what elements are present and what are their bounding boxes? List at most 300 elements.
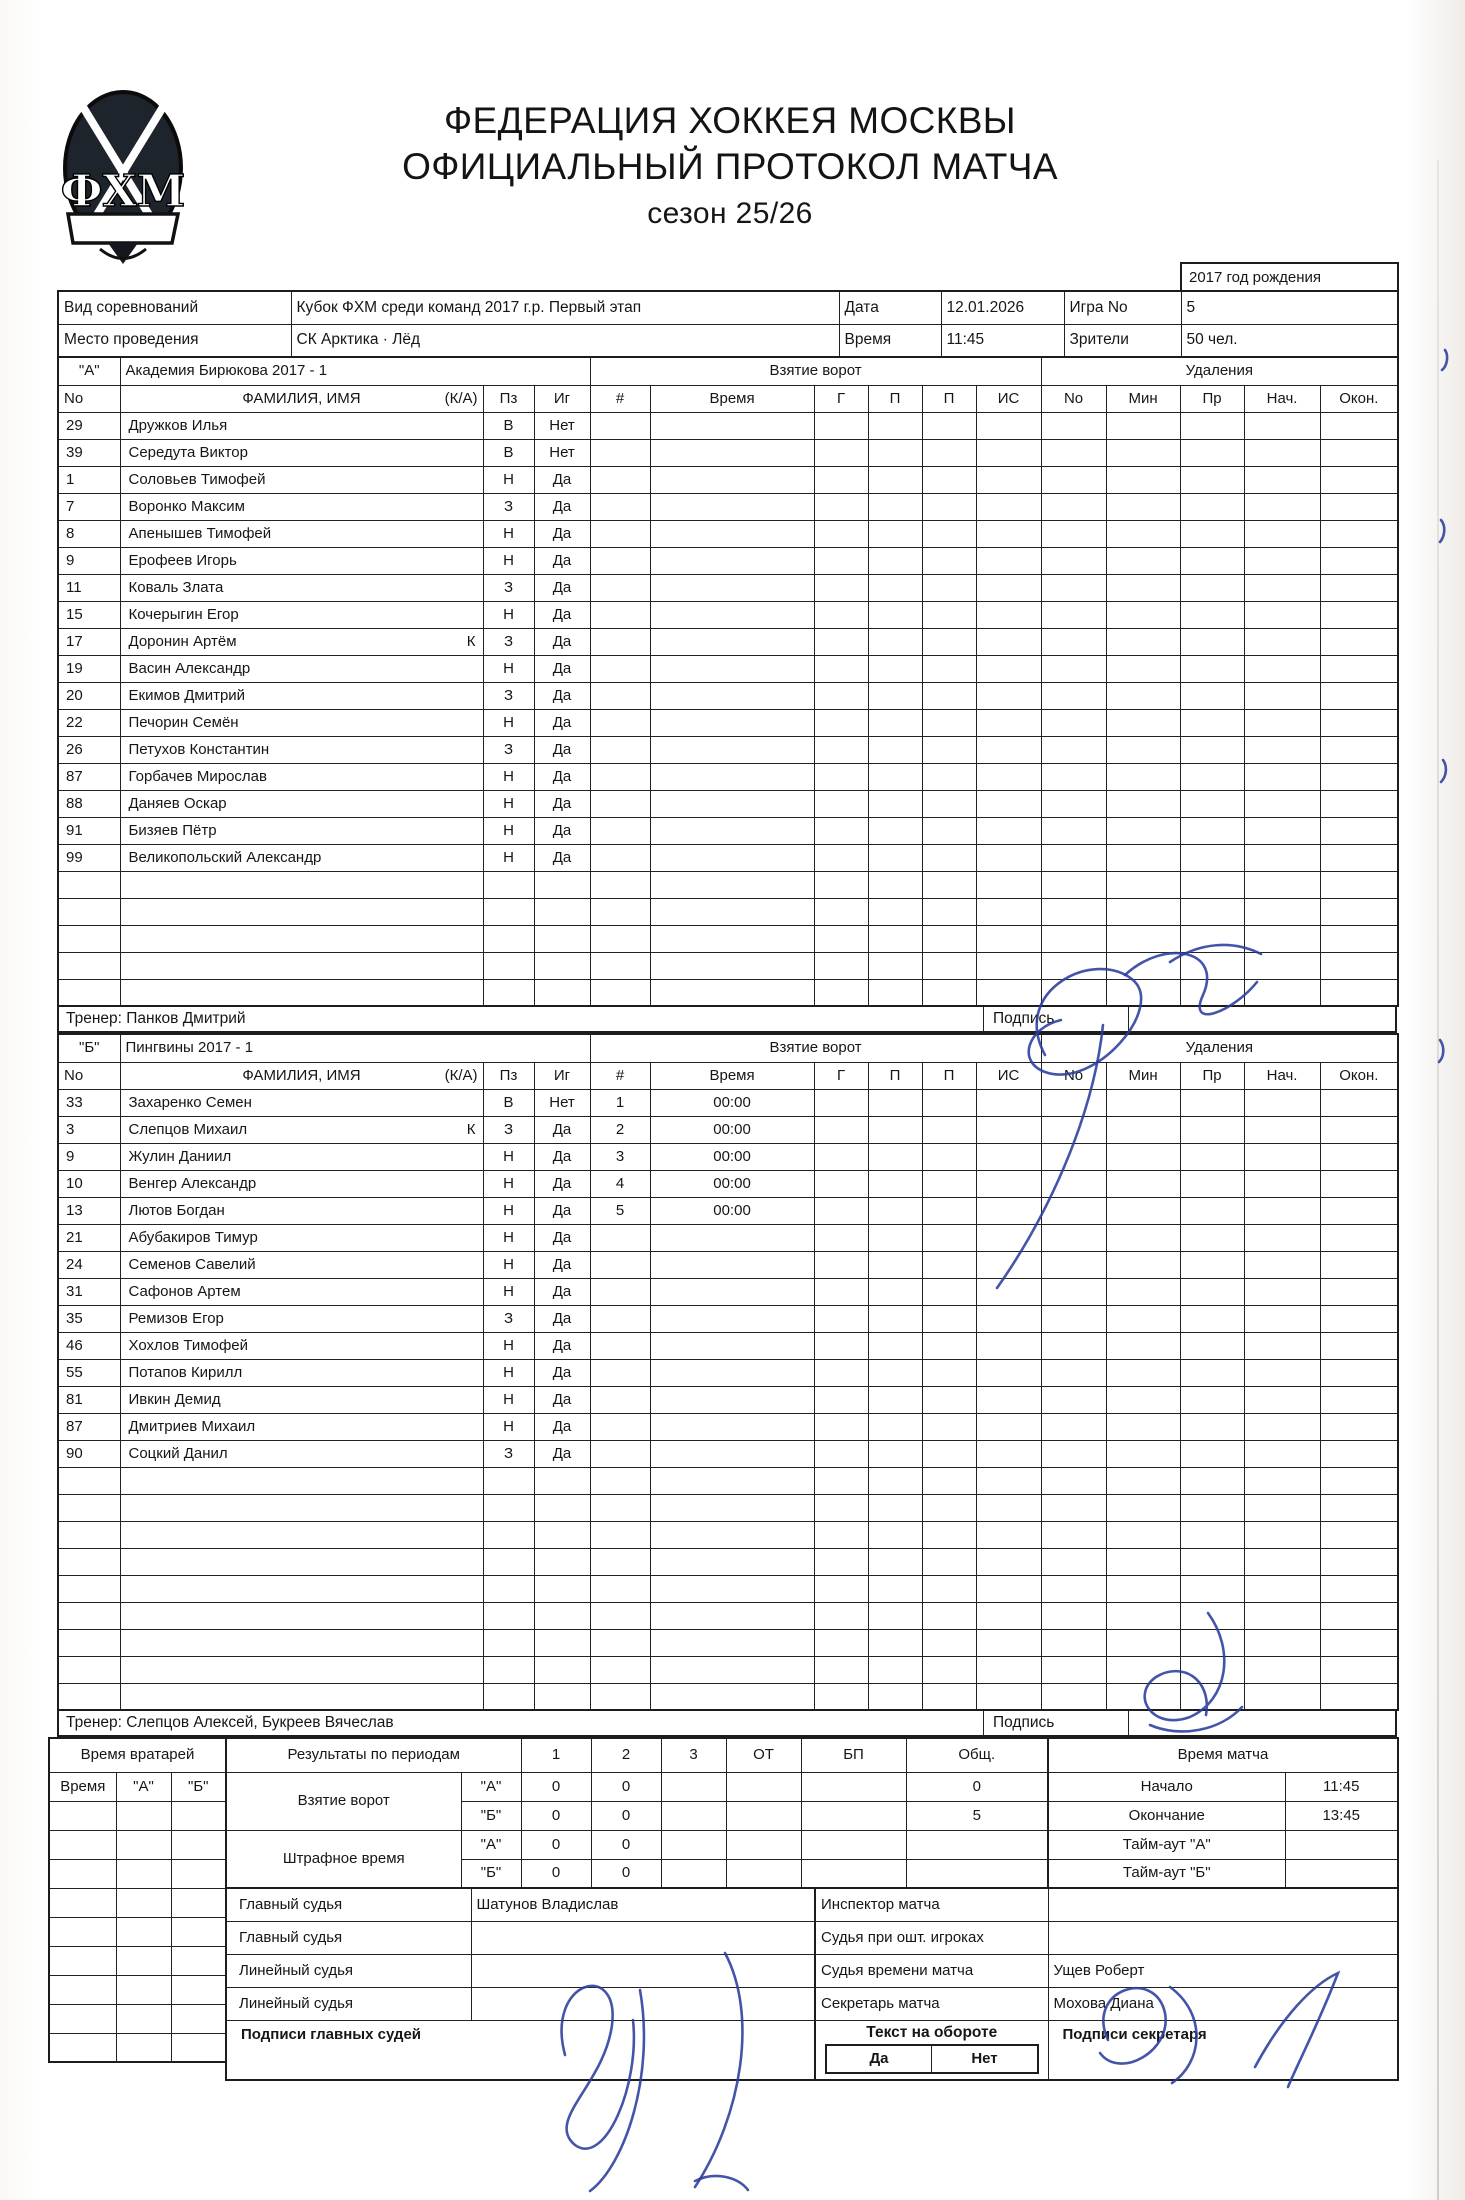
goal-time-cell bbox=[650, 790, 814, 817]
empty-cell bbox=[1180, 1332, 1244, 1359]
head-referee-2-label: Главный судья bbox=[226, 1921, 471, 1954]
col-p1: П bbox=[868, 385, 922, 412]
pen-a-so bbox=[801, 1830, 906, 1859]
empty-cell bbox=[868, 1251, 922, 1278]
empty-cell bbox=[922, 1440, 976, 1467]
empty-cell bbox=[1180, 1386, 1244, 1413]
empty-cell bbox=[868, 1359, 922, 1386]
goal-number-cell bbox=[590, 574, 650, 601]
empty-cell bbox=[922, 1278, 976, 1305]
col-pen-end: Окон. bbox=[1320, 1062, 1398, 1089]
empty-cell bbox=[976, 763, 1041, 790]
empty-cell bbox=[1106, 466, 1180, 493]
player-played-flag: Да bbox=[534, 1305, 590, 1332]
empty-cell bbox=[976, 547, 1041, 574]
pen-a-ot bbox=[726, 1830, 801, 1859]
empty-cell bbox=[868, 1386, 922, 1413]
player-position: З bbox=[483, 574, 534, 601]
player-played-flag: Да bbox=[534, 817, 590, 844]
goals-b-ot bbox=[726, 1801, 801, 1830]
col-pen-pr: Пр bbox=[1180, 385, 1244, 412]
empty-cell bbox=[976, 520, 1041, 547]
goal-number-cell bbox=[590, 844, 650, 871]
empty-cell bbox=[1180, 1116, 1244, 1143]
empty-cell bbox=[922, 682, 976, 709]
empty-cell bbox=[976, 466, 1041, 493]
goal-number-cell bbox=[590, 547, 650, 574]
goal-number-cell bbox=[590, 655, 650, 682]
empty-cell bbox=[922, 1251, 976, 1278]
empty-cell bbox=[1180, 1224, 1244, 1251]
col-pz: Пз bbox=[483, 385, 534, 412]
col-p2: П bbox=[922, 385, 976, 412]
empty-cell bbox=[814, 709, 868, 736]
venue-value: СК Арктика · Лёд bbox=[291, 324, 839, 357]
periods-label: Результаты по периодам bbox=[226, 1738, 521, 1772]
empty-cell bbox=[1244, 1386, 1320, 1413]
empty-roster-row bbox=[58, 1548, 1398, 1575]
empty-cell bbox=[1244, 1224, 1320, 1251]
player-played-flag: Нет bbox=[534, 1089, 590, 1116]
player-position: Н bbox=[483, 1386, 534, 1413]
empty-cell bbox=[868, 1332, 922, 1359]
empty-cell bbox=[976, 844, 1041, 871]
reverse-text-cell bbox=[815, 2020, 1048, 2080]
player-row bbox=[58, 493, 1398, 520]
empty-cell bbox=[1041, 1251, 1106, 1278]
goal-time-cell bbox=[650, 1440, 814, 1467]
empty-roster-row bbox=[58, 1629, 1398, 1656]
player-position: З bbox=[483, 628, 534, 655]
empty-cell bbox=[1106, 1386, 1180, 1413]
empty-cell bbox=[976, 601, 1041, 628]
col-pen-pr: Пр bbox=[1180, 1062, 1244, 1089]
player-number: 13 bbox=[58, 1197, 120, 1224]
empty-cell bbox=[1106, 439, 1180, 466]
empty-cell bbox=[1041, 493, 1106, 520]
empty-cell bbox=[1180, 1278, 1244, 1305]
empty-cell bbox=[1041, 1359, 1106, 1386]
empty-cell bbox=[1320, 547, 1398, 574]
col-is: ИС bbox=[976, 1062, 1041, 1089]
player-played-flag: Нет bbox=[534, 439, 590, 466]
empty-cell bbox=[814, 1278, 868, 1305]
goal-time-cell: 00:00 bbox=[650, 1170, 814, 1197]
empty-cell bbox=[1244, 709, 1320, 736]
empty-cell bbox=[922, 493, 976, 520]
player-row bbox=[58, 412, 1398, 439]
empty-cell bbox=[868, 1278, 922, 1305]
goal-number-cell: 4 bbox=[590, 1170, 650, 1197]
goalie-col-time: Время bbox=[49, 1772, 116, 1801]
empty-cell bbox=[814, 655, 868, 682]
empty-cell bbox=[868, 1440, 922, 1467]
goal-time-cell bbox=[650, 1332, 814, 1359]
col-is: ИС bbox=[976, 385, 1041, 412]
empty-cell bbox=[1244, 1332, 1320, 1359]
empty-cell bbox=[922, 655, 976, 682]
empty-cell bbox=[1180, 709, 1244, 736]
goal-number-cell: 1 bbox=[590, 1089, 650, 1116]
team-b-name: Пингвины 2017 - 1 bbox=[120, 1034, 590, 1062]
empty-cell bbox=[814, 547, 868, 574]
timekeeper-value: Ущев Роберт bbox=[1048, 1954, 1398, 1987]
empty-cell bbox=[1106, 1305, 1180, 1332]
empty-cell bbox=[976, 1224, 1041, 1251]
empty-cell bbox=[1320, 1251, 1398, 1278]
player-position: З bbox=[483, 1305, 534, 1332]
pen-a-p3 bbox=[661, 1830, 726, 1859]
empty-cell bbox=[1244, 844, 1320, 871]
empty-cell bbox=[1320, 1116, 1398, 1143]
player-name-cell: Ремизов Егор bbox=[120, 1305, 483, 1332]
empty-cell bbox=[976, 628, 1041, 655]
empty-cell bbox=[1180, 574, 1244, 601]
goal-time-cell bbox=[650, 1359, 814, 1386]
empty-cell bbox=[922, 1386, 976, 1413]
pen-b-team: "Б" bbox=[461, 1859, 521, 1888]
player-played-flag: Да bbox=[534, 628, 590, 655]
season-subtitle: сезон 25/26 bbox=[647, 197, 813, 230]
empty-cell bbox=[868, 817, 922, 844]
goal-number-cell bbox=[590, 1278, 650, 1305]
empty-cell bbox=[976, 790, 1041, 817]
reverse-text-no: Нет bbox=[932, 2045, 1038, 2073]
empty-cell bbox=[1320, 763, 1398, 790]
goals-a-so bbox=[801, 1772, 906, 1801]
player-played-flag: Да bbox=[534, 493, 590, 520]
empty-cell bbox=[976, 1305, 1041, 1332]
date-value: 12.01.2026 bbox=[941, 291, 1064, 324]
time-label: Время bbox=[839, 324, 941, 357]
empty-cell bbox=[868, 1143, 922, 1170]
secretary-value: Мохова Диана bbox=[1048, 1987, 1398, 2020]
player-position: Н bbox=[483, 1413, 534, 1440]
empty-cell bbox=[1244, 790, 1320, 817]
player-position: Н bbox=[483, 1251, 534, 1278]
empty-cell bbox=[1320, 736, 1398, 763]
empty-cell bbox=[1320, 790, 1398, 817]
goal-number-cell bbox=[590, 736, 650, 763]
empty-cell bbox=[976, 1116, 1041, 1143]
pen-b-p3 bbox=[661, 1859, 726, 1888]
timeout-b-label: Тайм-аут "Б" bbox=[1048, 1859, 1285, 1888]
empty-cell bbox=[1180, 655, 1244, 682]
goals-b-so bbox=[801, 1801, 906, 1830]
goal-time-cell: 00:00 bbox=[650, 1089, 814, 1116]
player-number: 33 bbox=[58, 1089, 120, 1116]
goal-number-cell bbox=[590, 817, 650, 844]
empty-cell bbox=[922, 1143, 976, 1170]
player-number: 31 bbox=[58, 1278, 120, 1305]
pen-b-p1: 0 bbox=[521, 1859, 591, 1888]
empty-cell bbox=[976, 1440, 1041, 1467]
player-row bbox=[58, 466, 1398, 493]
goal-number-cell bbox=[590, 763, 650, 790]
empty-cell bbox=[922, 520, 976, 547]
empty-cell bbox=[1244, 1197, 1320, 1224]
empty-cell bbox=[1106, 628, 1180, 655]
player-number: 22 bbox=[58, 709, 120, 736]
player-name-cell: Дружков Илья bbox=[120, 412, 483, 439]
empty-cell bbox=[814, 412, 868, 439]
empty-cell bbox=[1106, 1359, 1180, 1386]
empty-cell bbox=[868, 1413, 922, 1440]
empty-cell bbox=[868, 1197, 922, 1224]
empty-cell bbox=[1106, 1224, 1180, 1251]
empty-cell bbox=[1320, 412, 1398, 439]
player-row bbox=[58, 1224, 1398, 1251]
goalie-empty-row bbox=[49, 1830, 226, 1859]
player-position: Н bbox=[483, 763, 534, 790]
col-no: No bbox=[58, 1062, 120, 1089]
player-position: Н bbox=[483, 547, 534, 574]
timeout-b-value bbox=[1285, 1859, 1398, 1888]
game-number-value: 5 bbox=[1181, 291, 1398, 324]
col-pen-end: Окон. bbox=[1320, 385, 1398, 412]
player-name-cell: Великопольский Александр bbox=[120, 844, 483, 871]
empty-roster-row bbox=[58, 1494, 1398, 1521]
empty-cell bbox=[1041, 466, 1106, 493]
empty-cell bbox=[976, 439, 1041, 466]
inspector-label: Инспектор матча bbox=[815, 1888, 1048, 1921]
player-name-cell: Захаренко Семен bbox=[120, 1089, 483, 1116]
player-name-cell: Слепцов Михаил К bbox=[120, 1116, 483, 1143]
goals-a-p1: 0 bbox=[521, 1772, 591, 1801]
empty-cell bbox=[1244, 412, 1320, 439]
player-row bbox=[58, 655, 1398, 682]
captain-mark: К bbox=[466, 632, 476, 650]
birth-year-note: 2017 год рождения bbox=[1189, 268, 1322, 286]
player-position: Н bbox=[483, 817, 534, 844]
col-goal-time: Время bbox=[650, 1062, 814, 1089]
judges-signatures-label: Подписи главных судей bbox=[226, 2020, 815, 2080]
team-b-signature-area bbox=[1129, 1711, 1395, 1735]
player-played-flag: Да bbox=[534, 1386, 590, 1413]
empty-cell bbox=[1041, 1089, 1106, 1116]
player-name-cell: Дмитриев Михаил bbox=[120, 1413, 483, 1440]
player-played-flag: Да bbox=[534, 520, 590, 547]
linesman-2-value bbox=[471, 1987, 815, 2020]
goal-number-cell bbox=[590, 1386, 650, 1413]
empty-cell bbox=[868, 682, 922, 709]
empty-cell bbox=[922, 790, 976, 817]
empty-cell bbox=[1320, 1224, 1398, 1251]
empty-cell bbox=[1106, 1278, 1180, 1305]
spectators-label: Зрители bbox=[1064, 324, 1181, 357]
player-position: З bbox=[483, 736, 534, 763]
empty-cell bbox=[1244, 493, 1320, 520]
player-number: 90 bbox=[58, 1440, 120, 1467]
linesman-2-label: Линейный судья bbox=[226, 1987, 471, 2020]
empty-cell bbox=[976, 493, 1041, 520]
player-played-flag: Да bbox=[534, 709, 590, 736]
player-row bbox=[58, 817, 1398, 844]
empty-cell bbox=[868, 763, 922, 790]
empty-cell bbox=[1041, 628, 1106, 655]
empty-cell bbox=[1106, 655, 1180, 682]
empty-cell bbox=[814, 1197, 868, 1224]
penalty-row-label: Штрафное время bbox=[226, 1830, 461, 1888]
goal-time-cell bbox=[650, 655, 814, 682]
empty-cell bbox=[1041, 1386, 1106, 1413]
goalie-time-table bbox=[48, 1737, 227, 2063]
secretary-label: Секретарь матча bbox=[815, 1987, 1048, 2020]
empty-cell bbox=[1244, 1143, 1320, 1170]
match-start-value: 11:45 bbox=[1285, 1772, 1398, 1801]
empty-cell bbox=[976, 655, 1041, 682]
player-played-flag: Нет bbox=[534, 412, 590, 439]
empty-cell bbox=[1180, 466, 1244, 493]
col-name: ФАМИЛИЯ, ИМЯ (К/А) bbox=[120, 385, 483, 412]
goal-time-cell bbox=[650, 844, 814, 871]
player-played-flag: Да bbox=[534, 466, 590, 493]
empty-cell bbox=[1320, 1278, 1398, 1305]
goal-time-cell bbox=[650, 1413, 814, 1440]
goal-time-cell bbox=[650, 574, 814, 601]
player-name-cell: Доронин Артём К bbox=[120, 628, 483, 655]
team-a-letter: "А" bbox=[58, 357, 120, 385]
empty-cell bbox=[922, 1197, 976, 1224]
empty-cell bbox=[868, 709, 922, 736]
document-title-block bbox=[290, 98, 1170, 233]
empty-cell bbox=[922, 439, 976, 466]
empty-cell bbox=[922, 1224, 976, 1251]
logo-text: ФХМ bbox=[60, 166, 186, 217]
goal-number-cell bbox=[590, 1305, 650, 1332]
player-played-flag: Да bbox=[534, 682, 590, 709]
player-row bbox=[58, 601, 1398, 628]
empty-cell bbox=[868, 493, 922, 520]
empty-roster-row bbox=[58, 871, 1398, 898]
empty-cell bbox=[814, 439, 868, 466]
empty-cell bbox=[1244, 1305, 1320, 1332]
empty-roster-row bbox=[58, 925, 1398, 952]
empty-cell bbox=[1320, 1386, 1398, 1413]
empty-cell bbox=[1106, 1143, 1180, 1170]
empty-cell bbox=[922, 1116, 976, 1143]
empty-cell bbox=[1106, 682, 1180, 709]
player-played-flag: Да bbox=[534, 1224, 590, 1251]
empty-cell bbox=[1041, 736, 1106, 763]
penalty-box-judge-label: Судья при ошт. игроках bbox=[815, 1921, 1048, 1954]
empty-cell bbox=[1244, 439, 1320, 466]
empty-cell bbox=[1320, 844, 1398, 871]
player-position: В bbox=[483, 412, 534, 439]
player-row bbox=[58, 1413, 1398, 1440]
empty-cell bbox=[1180, 601, 1244, 628]
player-name-cell: Лютов Богдан bbox=[120, 1197, 483, 1224]
player-number: 39 bbox=[58, 439, 120, 466]
empty-cell bbox=[1180, 736, 1244, 763]
empty-cell bbox=[868, 412, 922, 439]
empty-cell bbox=[868, 601, 922, 628]
col-p2: П bbox=[922, 1062, 976, 1089]
linesman-1-value bbox=[471, 1954, 815, 1987]
goal-time-cell bbox=[650, 601, 814, 628]
empty-cell bbox=[1244, 1440, 1320, 1467]
team-a-table bbox=[57, 356, 1399, 1007]
goal-number-cell bbox=[590, 1440, 650, 1467]
empty-cell bbox=[1041, 1170, 1106, 1197]
player-row bbox=[58, 1143, 1398, 1170]
goal-number-cell bbox=[590, 601, 650, 628]
empty-cell bbox=[868, 520, 922, 547]
empty-cell bbox=[976, 1278, 1041, 1305]
player-played-flag: Да bbox=[534, 736, 590, 763]
goalie-time-header: Время вратарей bbox=[49, 1738, 226, 1772]
empty-cell bbox=[1041, 655, 1106, 682]
empty-cell bbox=[1106, 547, 1180, 574]
player-played-flag: Да bbox=[534, 1332, 590, 1359]
match-start-label: Начало bbox=[1048, 1772, 1285, 1801]
col-pen-no: No bbox=[1041, 385, 1106, 412]
player-number: 99 bbox=[58, 844, 120, 871]
player-position: Н bbox=[483, 844, 534, 871]
player-name-cell: Коваль Злата bbox=[120, 574, 483, 601]
empty-cell bbox=[976, 574, 1041, 601]
player-played-flag: Да bbox=[534, 1440, 590, 1467]
empty-cell bbox=[1106, 1332, 1180, 1359]
player-position: З bbox=[483, 1116, 534, 1143]
empty-roster-row bbox=[58, 1467, 1398, 1494]
goal-number-cell bbox=[590, 439, 650, 466]
player-number: 20 bbox=[58, 682, 120, 709]
goal-number-cell bbox=[590, 1332, 650, 1359]
goal-number-cell bbox=[590, 520, 650, 547]
empty-cell bbox=[814, 466, 868, 493]
empty-roster-row bbox=[58, 1575, 1398, 1602]
empty-cell bbox=[1180, 412, 1244, 439]
goals-a-p3 bbox=[661, 1772, 726, 1801]
penalty-box-judge-value bbox=[1048, 1921, 1398, 1954]
empty-cell bbox=[814, 1089, 868, 1116]
player-played-flag: Да bbox=[534, 601, 590, 628]
player-name-cell: Абубакиров Тимур bbox=[120, 1224, 483, 1251]
empty-cell bbox=[1180, 1440, 1244, 1467]
player-position: Н bbox=[483, 466, 534, 493]
empty-cell bbox=[868, 1089, 922, 1116]
timeout-a-value bbox=[1285, 1830, 1398, 1859]
player-name-cell: Апенышев Тимофей bbox=[120, 520, 483, 547]
match-time-table bbox=[1047, 1737, 1399, 1889]
empty-cell bbox=[976, 1332, 1041, 1359]
player-number: 88 bbox=[58, 790, 120, 817]
goal-number-cell: 3 bbox=[590, 1143, 650, 1170]
col-pen-min: Мин bbox=[1106, 1062, 1180, 1089]
match-info-table bbox=[57, 290, 1399, 358]
empty-cell bbox=[1180, 1197, 1244, 1224]
timekeeper-label: Судья времени матча bbox=[815, 1954, 1048, 1987]
goalie-empty-row bbox=[49, 1975, 226, 2004]
empty-cell bbox=[814, 1305, 868, 1332]
empty-cell bbox=[1320, 817, 1398, 844]
empty-cell bbox=[814, 1251, 868, 1278]
empty-cell bbox=[814, 790, 868, 817]
match-time-header: Время матча bbox=[1048, 1738, 1398, 1772]
player-position: Н bbox=[483, 1170, 534, 1197]
empty-cell bbox=[1041, 1116, 1106, 1143]
pen-a-p2: 0 bbox=[591, 1830, 661, 1859]
empty-cell bbox=[976, 1251, 1041, 1278]
goal-time-cell: 00:00 bbox=[650, 1143, 814, 1170]
player-position: Н bbox=[483, 790, 534, 817]
player-row bbox=[58, 844, 1398, 871]
pen-b-p2: 0 bbox=[591, 1859, 661, 1888]
empty-cell bbox=[1041, 520, 1106, 547]
player-position: В bbox=[483, 1089, 534, 1116]
empty-cell bbox=[1106, 601, 1180, 628]
